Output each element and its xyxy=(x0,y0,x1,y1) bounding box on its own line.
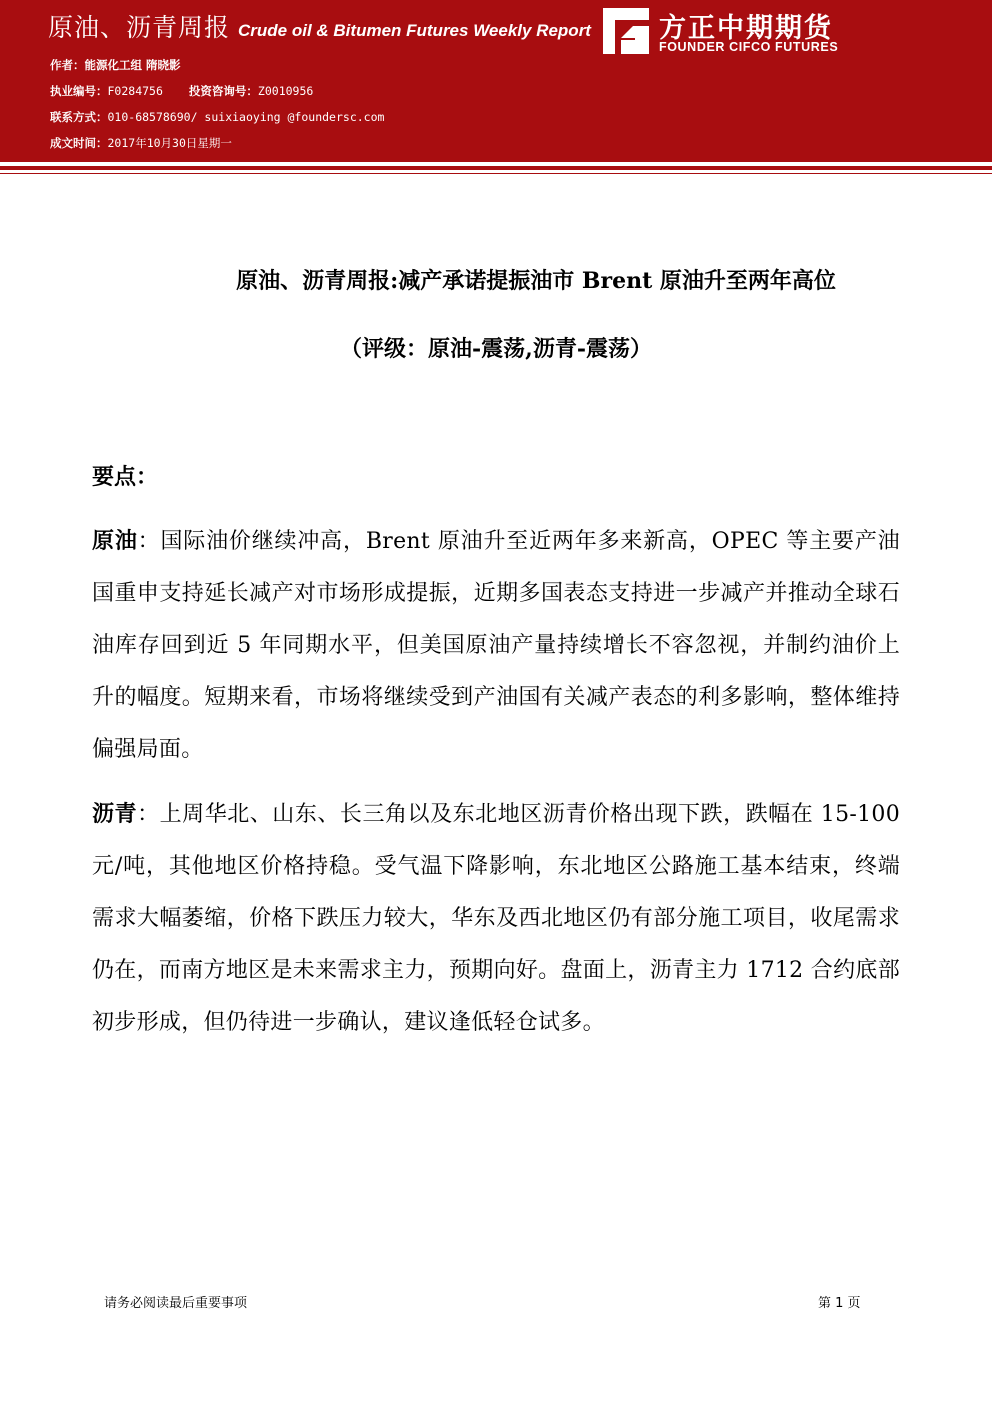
report-header xyxy=(0,0,992,162)
header-title-cn: 原油、沥青周报 xyxy=(48,13,231,42)
key-points-heading: 要点： xyxy=(92,464,159,490)
author-value: 能源化工组 隋晓影 xyxy=(84,58,181,72)
page-number: 第 1 页 xyxy=(818,1296,861,1311)
header-title-en: Crude oil & Bitumen Futures Weekly Report xyxy=(238,21,591,40)
crude-oil-text: ：国际油价继续冲高，Brent 原油升至近两年多来新高，OPEC 等主要产油国重申支持延长减产对市场形成提振，近期多国表态支持进一步减产并推动全球石油库存回到近 5 年同期水平，但美国原油产量持续增长不容忽视，并制约油价上升的幅度。短期来看，市场将继续受到产油国有关减产表态的利多影响，整体维持偏强局面。 xyxy=(92,529,900,762)
header-title xyxy=(48,8,591,46)
document-title: 原油、沥青周报:减产承诺提振油市 Brent 原油升至两年高位 xyxy=(236,268,836,294)
bitumen-text: ：上周华北、山东、长三角以及东北地区沥青价格出现下跌，跌幅在 15-100 元/吨，其他地区价格持稳。受气温下降影响，东北地区公路施工基本结束，终端需求大幅萎缩，价格下跌压力较大，华东及西北地区仍有部分施工项目，收尾需求仍在，而南方地区是未来需求主力，预期向好。盘面上，沥青主力 1712 合约底部初步形成，但仍待进一步确认，建议逢低轻仓试多。 xyxy=(92,802,900,1035)
consult-value: Z0010956 xyxy=(257,84,314,98)
author-label: 作者： xyxy=(50,58,85,72)
contact-value: 010-68578690/ suixiaoying @foundersc.com xyxy=(107,110,385,124)
consult-label: 投资咨询号： xyxy=(188,84,258,98)
contact-label: 联系方式： xyxy=(50,110,108,124)
rating-line: （评级：原油-震荡,沥青-震荡） xyxy=(340,336,652,362)
author-line xyxy=(50,57,181,73)
header-divider-thin xyxy=(0,173,992,174)
contact-line xyxy=(50,109,384,125)
bitumen-lead: 沥青 xyxy=(92,801,138,827)
license-line xyxy=(50,83,313,99)
license-label: 执业编号： xyxy=(50,84,108,98)
company-logo xyxy=(603,6,863,56)
logo-text-cn: 方正中期期货 xyxy=(659,13,833,44)
logo-text-en: FOUNDER CIFCO FUTURES xyxy=(659,40,839,54)
date-value: 2017年10月30日星期一 xyxy=(107,136,232,150)
header-divider xyxy=(0,166,992,170)
crude-oil-paragraph xyxy=(92,515,900,776)
bitumen-paragraph xyxy=(92,788,900,1049)
date-line xyxy=(50,135,232,151)
license-value: F0284756 xyxy=(107,84,163,98)
footer-disclaimer: 请务必阅读最后重要事项 xyxy=(104,1296,248,1311)
founder-logo-icon xyxy=(603,8,649,54)
crude-oil-lead: 原油 xyxy=(92,528,138,554)
date-label: 成文时间： xyxy=(50,136,108,150)
